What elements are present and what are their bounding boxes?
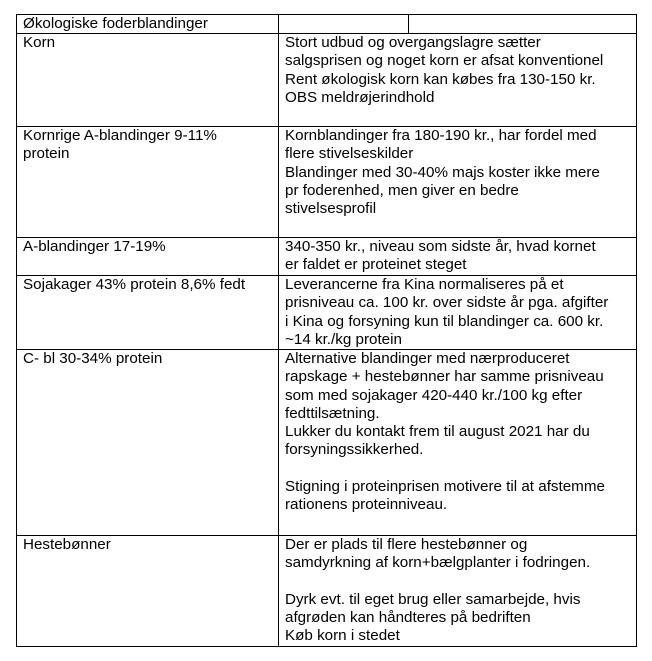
row-description: Der er plads til flere hestebønner og samdyrkning af korn+bælgplanter i fodringen. Dyrk evt. til eget brug eller samarbejde, hvis afgrøden kan håndteres på bedriften Køb korn i stedet bbox=[279, 536, 637, 647]
table-row bbox=[17, 350, 637, 536]
header-cell-3 bbox=[409, 15, 637, 34]
table-header-row bbox=[17, 15, 637, 34]
header-title: Økologiske foderblandinger bbox=[17, 15, 279, 34]
paragraph-spacer bbox=[285, 573, 630, 591]
row-label: Sojakager 43% protein 8,6% fedt bbox=[17, 276, 279, 350]
table-row bbox=[17, 238, 637, 276]
paragraph-spacer bbox=[285, 459, 630, 477]
table-row bbox=[17, 34, 637, 127]
table-row bbox=[17, 127, 637, 238]
table-row bbox=[17, 276, 637, 350]
row-description: Kornblandinger fra 180-190 kr., har fordel med flere stivelseskilder Blandinger med 30-40% majs koster ikke mere pr foderenhed, men giver en bedre stivelsesprofil bbox=[279, 127, 637, 238]
table-row bbox=[17, 536, 637, 647]
row-description: 340-350 kr., niveau som sidste år, hvad kornet er faldet er proteinet steget bbox=[279, 238, 637, 276]
row-description: Stort udbud og overgangslagre sætter salgsprisen og noget korn er afsat konventionel Rent økologisk korn kan købes fra 130-150 kr. OBS meldrøjerindhold bbox=[279, 34, 637, 127]
row-label: Kornrige A-blandinger 9-11% protein bbox=[17, 127, 279, 238]
row-label: Korn bbox=[17, 34, 279, 127]
row-description: Alternative blandinger med nærproduceret rapskage + hestebønner har samme prisniveau som med sojakager 420-440 kr./100 kg efter fedttilsætning. Lukker du kontakt frem til august 2021 har du forsyningssikkerhed. Stigning i proteinprisen motivere til at afstemme rationens proteinniveau. bbox=[279, 350, 637, 536]
row-label: C- bl 30-34% protein bbox=[17, 350, 279, 536]
row-label: A-blandinger 17-19% bbox=[17, 238, 279, 276]
row-description: Leverancerne fra Kina normaliseres på et prisniveau ca. 100 kr. over sidste år pga. afgifter i Kina og forsyning kun til blandinger ca. 600 kr. ~14 kr./kg protein bbox=[279, 276, 637, 350]
header-cell-2 bbox=[279, 15, 409, 34]
row-label: Hestebønner bbox=[17, 536, 279, 647]
feed-mix-table bbox=[16, 14, 637, 647]
